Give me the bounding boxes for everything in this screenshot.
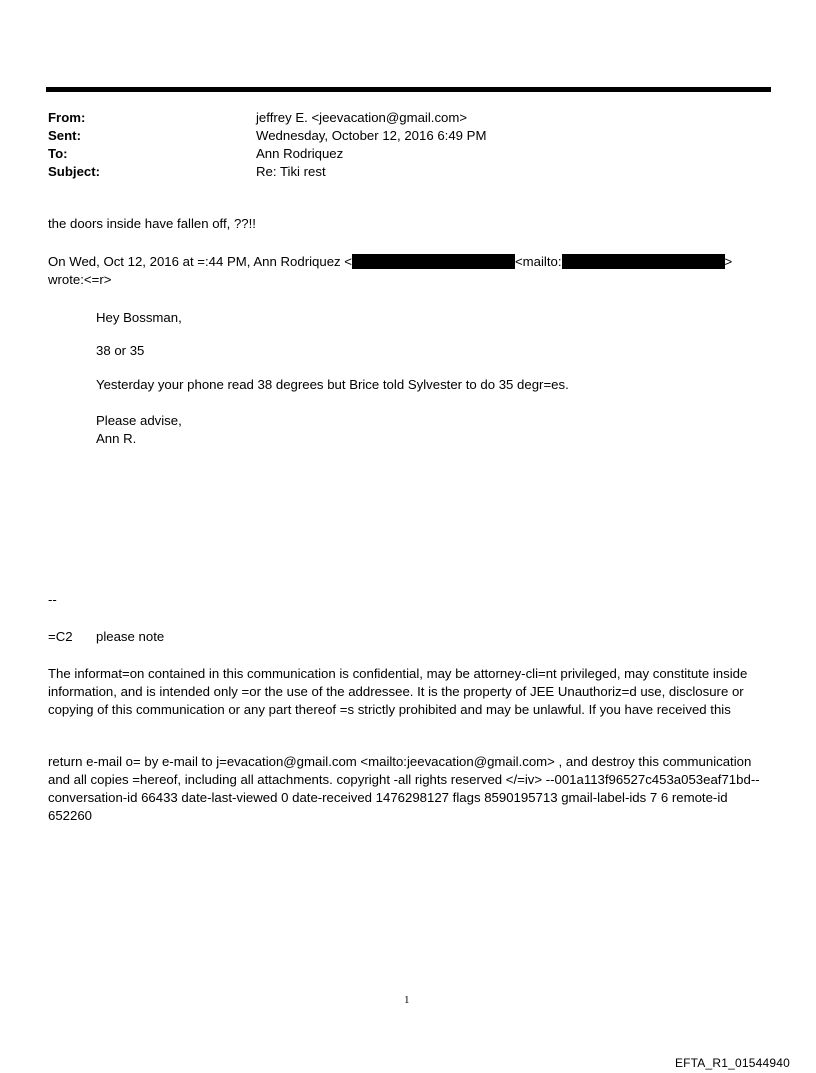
return-paragraph: return e-mail o= by e-mail to j=evacation@gmail.com <mailto:jeevacation@gmail.com> , and destroy this communication and all copies =hereof, including all attachments. copyright -all rights reserved </=iv> --001a113f96527c453a053eaf71bd-- conversation-id 66433 date-last-viewed 0 date-received 1476298127 flags 8590195713 gmail-label-ids 7 6 remote-id 652260 (48, 754, 760, 823)
to-value: Ann Rodriquez (256, 146, 344, 161)
bates-number: EFTA_R1_01544940 (674, 1056, 790, 1070)
quote-intro-close: > (724, 254, 733, 269)
redaction-block (352, 254, 515, 269)
subject-row (48, 163, 486, 181)
redaction-block (562, 254, 725, 269)
from-label: From: (48, 110, 86, 125)
quote-intro-mailto: <mailto: (514, 254, 562, 269)
quoted-line-1: 38 or 35 (96, 343, 145, 358)
confidentiality-paragraph: The informat=on contained in this communication is confidential, may be attorney-cli=nt privileged, may constitute inside information, and is intended only =or the use of the addressee. It is the property of JEE Unauthoriz=d use, disclosure or copying of this communication or any part thereof =s strictly prohibited and may be unlawful. If you have received this (48, 666, 748, 717)
from-row (48, 109, 486, 127)
header-rule (46, 87, 771, 92)
reply-line: the doors inside have fallen off, ??!! (48, 216, 256, 231)
quote-intro-line (48, 253, 773, 271)
email-header (48, 109, 486, 181)
quoted-line-2: Yesterday your phone read 38 degrees but Brice told Sylvester to do 35 degr=es. (96, 377, 569, 392)
to-label: To: (48, 146, 68, 161)
sent-row (48, 127, 486, 145)
to-row (48, 145, 486, 163)
quoted-greeting: Hey Bossman, (96, 310, 182, 325)
quoted-signoff-1: Please advise, (96, 413, 182, 428)
note-code: =C2 (48, 629, 73, 644)
subject-value: Re: Tiki rest (256, 164, 326, 179)
quote-intro-wrote: wrote:<=r> (48, 272, 112, 287)
subject-label: Subject: (48, 164, 101, 179)
note-text: please note (96, 629, 165, 644)
quoted-signoff-2: Ann R. (96, 431, 137, 446)
page-number: 1 (404, 994, 410, 1006)
from-value: jeffrey E. <jeevacation@gmail.com> (256, 110, 468, 125)
quote-intro-text: On Wed, Oct 12, 2016 at =:44 PM, Ann Rodriquez < (48, 254, 352, 269)
signature-separator: -- (48, 592, 57, 607)
sent-label: Sent: (48, 128, 81, 143)
sent-value: Wednesday, October 12, 2016 6:49 PM (256, 128, 487, 143)
note-line (48, 628, 773, 646)
